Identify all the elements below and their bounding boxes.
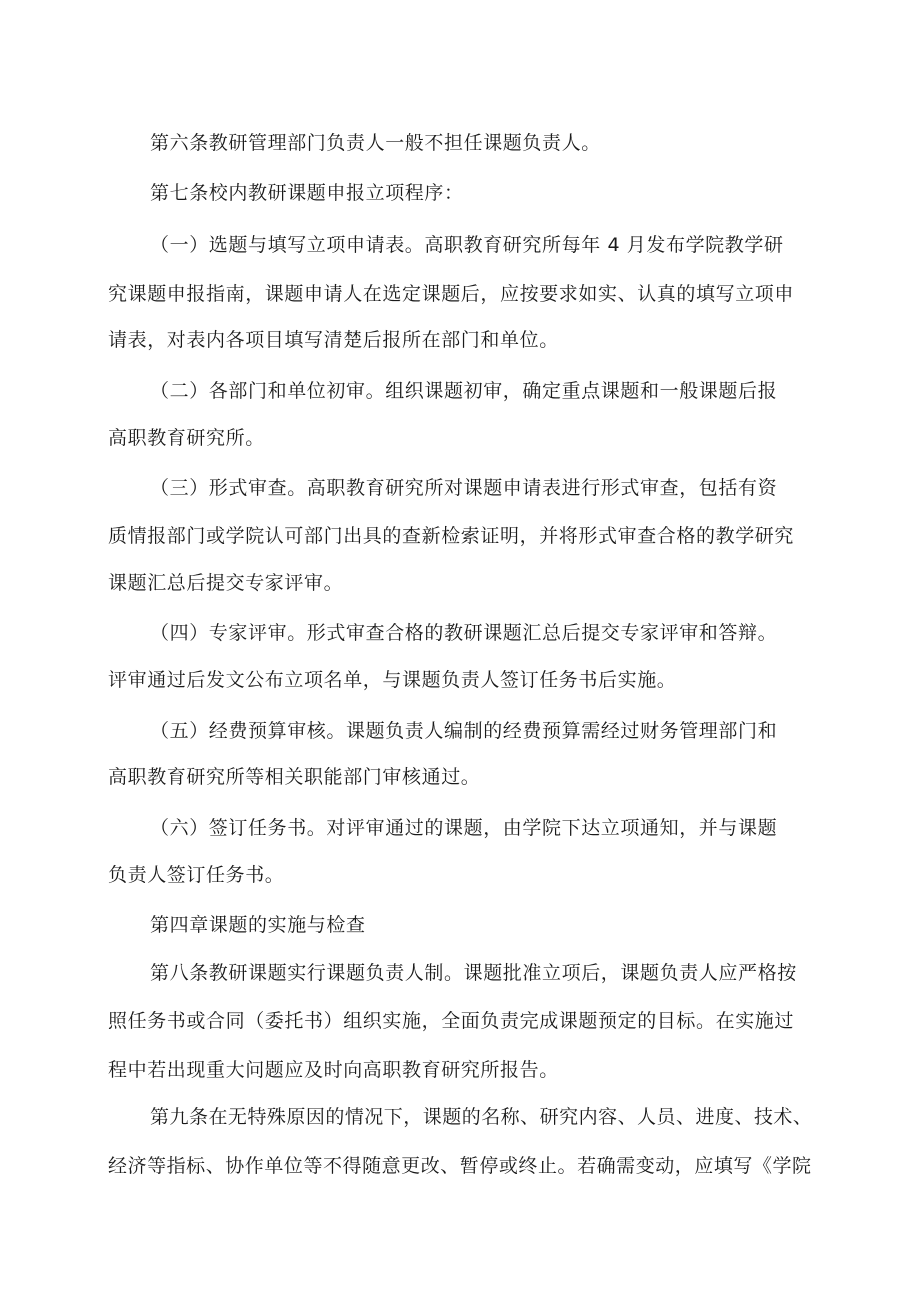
paragraph-line: 第七条校内教研课题申报立项程序： — [150, 182, 464, 204]
paragraph-line: （六）签订任务书。对评审通过的课题，由学院下达立项通知，并与课题 — [150, 817, 778, 839]
paragraph-line: 请表，对表内各项目填写清楚后报所在部门和单位。 — [108, 329, 559, 351]
paragraph-line: 究课题申报指南，课题申请人在选定课题后，应按要求如实、认真的填写立项申 — [108, 283, 795, 305]
paragraph-line: 质情报部门或学院认可部门出具的查新检索证明，并将形式审查合格的教学研究 — [108, 525, 795, 547]
paragraph-line: 第八条教研课题实行课题负责人制。课题批准立项后，课题负责人应严格按 — [150, 962, 797, 984]
paragraph-line: 程中若出现重大问题应及时向高职教育研究所报告。 — [108, 1059, 559, 1081]
paragraph-line: 高职教育研究所等相关职能部门审核通过。 — [108, 766, 481, 788]
chapter-heading: 第四章课题的实施与检查 — [150, 914, 366, 936]
paragraph-line: （四）专家评审。形式审查合格的教研课题汇总后提交专家评审和答辩。 — [150, 622, 778, 644]
paragraph-line: 第九条在无特殊原因的情况下，课题的名称、研究内容、人员、进度、技术、 — [150, 1106, 813, 1128]
paragraph-line: （二）各部门和单位初审。组织课题初审，确定重点课题和一般课题后报 — [150, 380, 778, 402]
paragraph-line: 评审通过后发文公布立项名单，与课题负责人签订任务书后实施。 — [108, 669, 677, 691]
paragraph-line: （三）形式审查。高职教育研究所对课题申请表进行形式审查，包括有资 — [150, 477, 778, 499]
paragraph-line: 课题汇总后提交专家评审。 — [108, 572, 344, 594]
paragraph-line: 第六条教研管理部门负责人一般不担任课题负责人。 — [150, 132, 601, 154]
paragraph-line: 经济等指标、协作单位等不得随意更改、暂停或终止。若确需变动，应填写《学院 — [108, 1155, 812, 1177]
paragraph-line: 照任务书或合同（委托书）组织实施，全面负责完成课题预定的目标。在实施过 — [108, 1010, 795, 1032]
paragraph-line: 负责人签订任务书。 — [108, 864, 285, 886]
paragraph-line: （一）选题与填写立项申请表。高职教育研究所每年 4 月发布学院教学研 — [150, 234, 784, 256]
paragraph-line: （五）经费预算审核。课题负责人编制的经费预算需经过财务管理部门和 — [150, 720, 778, 742]
paragraph-line: 高职教育研究所。 — [108, 427, 265, 449]
